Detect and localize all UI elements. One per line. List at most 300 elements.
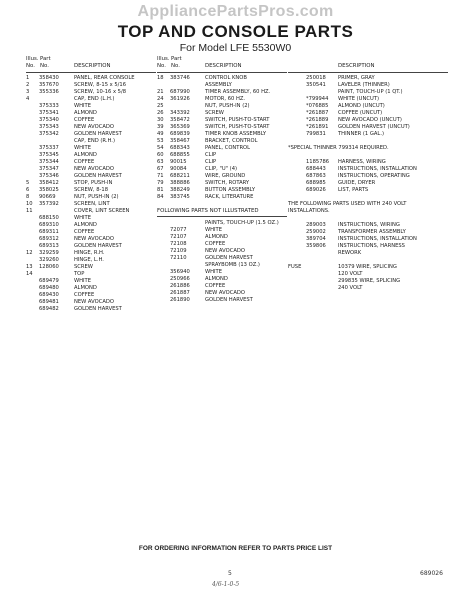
part-description: 299835 WIRE, SPLICING [338, 278, 401, 284]
part-description: NEW AVOCADO [205, 248, 245, 254]
illus-number: 54 [157, 145, 164, 151]
parts-list [26, 75, 156, 313]
illus-number: 49 [157, 131, 164, 137]
part-number: 688985 [306, 180, 326, 186]
part-row [288, 103, 448, 110]
part-number: 689312 [39, 236, 59, 242]
part-description: GOLDEN HARVEST [205, 255, 253, 261]
part-description: PANEL, CONTROL [205, 145, 251, 151]
part-number: 689479 [39, 278, 59, 284]
part-description: LIST, PARTS [338, 187, 369, 193]
part-number: 388886 [170, 180, 190, 186]
part-row [26, 124, 156, 131]
part-description: WHITE [74, 103, 92, 109]
part-description: HINGE, R.H. [74, 250, 105, 256]
part-number: 72109 [170, 248, 187, 254]
part-row [157, 82, 287, 89]
part-description: GOLDEN HARVEST (UNCUT) [338, 124, 410, 130]
part-number: 687990 [170, 89, 190, 95]
part-number: 356940 [170, 269, 190, 275]
part-description: 240 VOLT [338, 285, 363, 291]
part-row [288, 110, 448, 117]
part-number: 687863 [306, 173, 326, 179]
part-description: WHITE [205, 269, 223, 275]
part-row [157, 187, 287, 194]
illus-number: 60 [157, 152, 164, 158]
part-row [26, 159, 156, 166]
part-number: 688211 [170, 173, 190, 179]
part-number: 388249 [170, 187, 190, 193]
part-description: COFFEE (UNCUT) [338, 110, 383, 116]
part-number: 689430 [39, 292, 59, 298]
part-description: SWITCH, ROTARY [205, 180, 250, 186]
part-number: 375337 [39, 145, 59, 151]
part-number: 358412 [39, 180, 59, 186]
column-header: DESCRIPTION [288, 54, 448, 73]
part-description: INSTRUCTIONS, INSTALLATION [338, 166, 417, 172]
part-description: SCREEN, LINT [74, 201, 110, 207]
part-row [157, 131, 287, 138]
part-number: 375347 [39, 166, 59, 172]
part-row [288, 250, 448, 257]
part-description: 10379 WIRE, SPLICING [338, 264, 397, 270]
part-description: TOP [74, 271, 85, 277]
page-title: TOP AND CONSOLE PARTS [117, 22, 354, 41]
part-description: PAINT, TOUCH-UP (1 QT.) [338, 89, 403, 95]
part-row [26, 236, 156, 243]
part-row [26, 285, 156, 292]
watermark: AppliancePartsPros.com [137, 3, 334, 20]
part-row [26, 131, 156, 138]
part-row [157, 248, 287, 255]
ordering-info-footer: FOR ORDERING INFORMATION REFER TO PARTS PRICE LIST [138, 545, 333, 552]
part-description: WHITE [205, 227, 223, 233]
part-description: SCREW, 8-15 x 5/16 [74, 82, 127, 88]
part-row [157, 89, 287, 96]
part-description: SCREW, 10-16 x 5/8 [74, 89, 127, 95]
part-description: TIMER KNOB ASSEMBLY [205, 131, 267, 137]
part-number: 375343 [39, 124, 59, 130]
part-row [26, 278, 156, 285]
part-row [26, 299, 156, 306]
part-number: 799831 [306, 131, 326, 137]
part-row [157, 166, 287, 173]
part-description: CAP, END (R.H.) [74, 138, 115, 144]
part-row [288, 278, 448, 285]
part-row [157, 276, 287, 283]
part-row [157, 117, 287, 124]
model-subtitle: For Model LFE 5530W0 [179, 42, 292, 54]
part-description: NEW AVOCADO [74, 124, 114, 130]
part-description: RACK, LITERATURE [205, 194, 254, 200]
part-number: 261887 [170, 290, 190, 296]
part-row [157, 262, 287, 269]
part-row [26, 306, 156, 313]
part-row [157, 75, 287, 82]
part-description: INSTRUCTIONS, INSTALLATION [338, 236, 417, 242]
illus-number: 1 [26, 75, 30, 81]
part-number: 688343 [170, 145, 190, 151]
part-row [26, 152, 156, 159]
part-description: SWITCH, PUSH-TO-START [205, 124, 270, 130]
part-number: 688443 [306, 166, 326, 172]
part-number: 365369 [170, 124, 190, 130]
part-row [26, 173, 156, 180]
part-number: 343392 [170, 110, 190, 116]
part-description: LAVELER (THINNER) [338, 82, 390, 88]
part-row [26, 117, 156, 124]
illus-number: 12 [26, 250, 33, 256]
part-description: HARNESS, WIRING [338, 159, 386, 165]
part-number: 72107 [170, 234, 187, 240]
part-row [288, 159, 448, 166]
part-row [157, 297, 287, 304]
part-row [26, 243, 156, 250]
part-row [288, 124, 448, 131]
part-description: HINGE, L.H. [74, 257, 104, 263]
part-description: ALMOND [74, 110, 97, 116]
part-row [157, 145, 287, 152]
thinner-note: *SPECIAL THINNER 799314 REQUIRED. [288, 145, 389, 151]
illus-number: 81 [157, 187, 164, 193]
part-row [288, 173, 448, 180]
part-number: *261889 [306, 117, 329, 123]
part-description: NEW AVOCADO [74, 299, 114, 305]
part-description: NEW AVOCADO (UNCUT) [338, 117, 402, 123]
part-row [26, 215, 156, 222]
part-number: 358467 [170, 138, 190, 144]
part-number: 689482 [39, 306, 59, 312]
parts-list [157, 220, 287, 304]
part-row [157, 138, 287, 145]
part-number: 359806 [306, 243, 326, 249]
part-number: 128060 [39, 264, 59, 270]
part-description: ALMOND [74, 152, 97, 158]
part-row [26, 271, 156, 278]
illus-number: 30 [157, 117, 164, 123]
part-description: MOTOR, 60 HZ. [205, 96, 246, 102]
part-row [288, 264, 448, 271]
part-number: 357670 [39, 82, 59, 88]
part-number: *799944 [306, 96, 329, 102]
part-row [26, 166, 156, 173]
illus-number: 67 [157, 166, 164, 172]
part-number: 375340 [39, 117, 59, 123]
part-row [157, 159, 287, 166]
part-description: NUT, PUSH-IN (2) [74, 194, 119, 200]
part-description: ALMOND [205, 234, 228, 240]
part-description: CLIP [205, 152, 217, 158]
part-row [157, 269, 287, 276]
part-row [288, 117, 448, 124]
part-number: 689313 [39, 243, 59, 249]
parts-list [288, 264, 448, 292]
part-number: 375344 [39, 159, 59, 165]
part-row [157, 194, 287, 201]
part-row [157, 220, 287, 227]
part-row [288, 82, 448, 89]
part-row [26, 208, 156, 215]
part-row [26, 201, 156, 208]
part-number: *076885 [306, 103, 329, 109]
illus-number: 24 [157, 96, 164, 102]
part-number: 90084 [170, 166, 187, 172]
part-row [26, 75, 156, 82]
part-row [26, 229, 156, 236]
part-row [26, 82, 156, 89]
part-description: WHITE (UNCUT) [338, 96, 379, 102]
part-number: 689311 [39, 229, 59, 235]
part-description: INSTRUCTIONS, OPERATING [338, 173, 410, 179]
part-description: SCREW [205, 110, 224, 116]
part-description: SCREW [74, 264, 93, 270]
illus-number: 2 [26, 82, 30, 88]
part-number: 358430 [39, 75, 59, 81]
part-row [157, 124, 287, 131]
part-description: GOLDEN HARVEST [74, 173, 122, 179]
part-row [288, 187, 448, 194]
part-description: COFFEE [74, 159, 95, 165]
part-row [288, 222, 448, 229]
part-row [288, 75, 448, 82]
part-description: TRANSFORMER ASSEMBLY [338, 229, 406, 235]
illus-number: 18 [157, 75, 164, 81]
part-number: 261890 [170, 297, 190, 303]
part-row [26, 222, 156, 229]
part-row [26, 138, 156, 145]
part-number: 329259 [39, 250, 59, 256]
illus-number: 8 [26, 194, 30, 200]
part-row [157, 96, 287, 103]
part-description: INSTRUCTIONS, WIRING [338, 222, 400, 228]
part-description: CONTROL KNOB [205, 75, 247, 81]
part-description: WHITE [74, 145, 92, 151]
part-number: 250966 [170, 276, 190, 282]
illus-number: 71 [157, 173, 164, 179]
part-row [288, 285, 448, 292]
part-row [157, 234, 287, 241]
not-illustrated-heading: FOLLOWING PARTS NOT ILLUSTRATED [157, 208, 287, 217]
part-row [26, 257, 156, 264]
part-number: 375333 [39, 103, 59, 109]
part-description: ASSEMBLY [205, 82, 232, 88]
part-description: PANEL, REAR CONSOLE [74, 75, 135, 81]
handwritten-note: 4/6-1-0-5 [212, 581, 240, 588]
part-row [157, 290, 287, 297]
part-row [157, 103, 287, 110]
parts-column-1 [26, 54, 156, 313]
part-description: THINNER (1 GAL.) [338, 131, 384, 137]
part-row [157, 180, 287, 187]
part-row [288, 271, 448, 278]
part-row [157, 173, 287, 180]
part-description: COFFEE [205, 241, 226, 247]
illus-number: 21 [157, 89, 164, 95]
page-number: 5 [228, 570, 232, 577]
part-row [157, 283, 287, 290]
illus-number: 10 [26, 201, 33, 207]
part-number: 250018 [306, 75, 326, 81]
illus-number: 26 [157, 110, 164, 116]
part-description: WHITE [74, 278, 92, 284]
part-row [288, 96, 448, 103]
part-description: NEW AVOCADO [74, 166, 114, 172]
part-number: 358025 [39, 187, 59, 193]
part-description: 120 VOLT [338, 271, 363, 277]
part-description: CLIP, "U" (4) [205, 166, 238, 172]
part-row [26, 103, 156, 110]
part-description: COVER, LINT SCREEN [74, 208, 130, 214]
part-number: 90015 [170, 159, 187, 165]
part-row [157, 255, 287, 262]
part-description: SCREW, 8-18 [74, 187, 108, 193]
illus-number: 5 [26, 180, 30, 186]
part-number: 72077 [170, 227, 187, 233]
illus-number: 79 [157, 180, 164, 186]
part-number: *261887 [306, 110, 329, 116]
part-number: 361926 [170, 96, 190, 102]
part-row [288, 229, 448, 236]
part-number: 350541 [306, 82, 326, 88]
part-number: 689481 [39, 299, 59, 305]
part-number: 383745 [170, 194, 190, 200]
part-number: 689839 [170, 131, 190, 137]
part-row [26, 110, 156, 117]
part-row [288, 180, 448, 187]
part-number: 383746 [170, 75, 190, 81]
part-description: COFFEE [74, 292, 95, 298]
part-number: 357392 [39, 201, 59, 207]
part-number: 72110 [170, 255, 187, 261]
parts-column-3 [288, 54, 448, 292]
part-description: STOP, PUSH-IN [74, 180, 113, 186]
part-number: 261886 [170, 283, 190, 289]
column-header: Illus. No. Part No. DESCRIPTION [26, 54, 156, 73]
part-row [157, 227, 287, 234]
illus-number: 84 [157, 194, 164, 200]
illus-number: 63 [157, 159, 164, 165]
part-number: 72108 [170, 241, 187, 247]
illus-number: 13 [26, 264, 33, 270]
illus-number: 53 [157, 138, 164, 144]
part-row [26, 250, 156, 257]
part-number: *261891 [306, 124, 329, 130]
part-description: SWITCH, PUSH-TO-START [205, 117, 270, 123]
part-description: REWORK [338, 250, 362, 256]
parts-list [288, 159, 448, 194]
part-description: PRIMER, GRAY [338, 75, 375, 81]
illus-number: 39 [157, 124, 164, 130]
parts-list [157, 75, 287, 201]
part-description: CAP, END (L.H.) [74, 96, 115, 102]
part-description: ALMOND [74, 285, 97, 291]
part-row [26, 264, 156, 271]
part-description: COFFEE [205, 283, 226, 289]
part-description: INSTRUCTIONS, HARNESS [338, 243, 405, 249]
part-number: 329260 [39, 257, 59, 263]
part-description: ALMOND (UNCUT) [338, 103, 385, 109]
part-row [288, 236, 448, 243]
part-number: 355336 [39, 89, 59, 95]
part-row [26, 187, 156, 194]
part-number: 688855 [170, 152, 190, 158]
part-row [26, 145, 156, 152]
part-number: 289003 [306, 222, 326, 228]
part-row [26, 194, 156, 201]
part-row [288, 89, 448, 96]
illus-number: 4 [26, 96, 30, 102]
illus-number: 14 [26, 271, 33, 277]
part-description: PAINTS, TOUCH-UP (1.5 OZ.) [205, 220, 279, 226]
part-description: NEW AVOCADO [74, 236, 114, 242]
part-row [26, 89, 156, 96]
document-code: 689026 [420, 570, 443, 577]
illus-number: 3 [26, 89, 30, 95]
part-description: ALMOND [205, 276, 228, 282]
parts-list [288, 75, 448, 138]
part-row [288, 243, 448, 250]
illus-number: 25 [157, 103, 164, 109]
part-description: GOLDEN HARVEST [74, 306, 122, 312]
part-description: COFFEE [74, 117, 95, 123]
part-number: 689310 [39, 222, 59, 228]
part-description: NEW AVOCADO [205, 290, 245, 296]
part-description: SPRAYBOMB (13 OZ.) [205, 262, 260, 268]
part-number: 259002 [306, 229, 326, 235]
part-number: 375341 [39, 110, 59, 116]
part-number: 375346 [39, 173, 59, 179]
part-description: ALMOND [74, 222, 97, 228]
240v-heading: THE FOLLOWING PARTS USED WITH 240 VOLT INSTALLATIONS. [288, 201, 407, 214]
part-description: COFFEE [74, 229, 95, 235]
part-row [157, 241, 287, 248]
part-row [288, 166, 448, 173]
illus-number: FUSE [288, 264, 302, 270]
parts-list [288, 222, 448, 257]
part-number: 90669 [39, 194, 56, 200]
part-description: CLIP [205, 159, 217, 165]
part-description: WHITE [74, 215, 92, 221]
part-number: 689480 [39, 285, 59, 291]
part-row [26, 180, 156, 187]
parts-column-2 [157, 54, 287, 304]
part-description: GUIDE, DRYER [338, 180, 376, 186]
part-number: 1185786 [306, 159, 330, 165]
part-description: GOLDEN HARVEST [74, 243, 122, 249]
part-number: 688150 [39, 215, 59, 221]
illus-number: 11 [26, 208, 33, 214]
part-number: 375342 [39, 131, 59, 137]
part-description: NUT, PUSH-IN (2) [205, 103, 250, 109]
part-number: 389704 [306, 236, 326, 242]
part-description: BRACKET, CONTROL [205, 138, 258, 144]
part-description: BUTTON ASSEMBLY [205, 187, 256, 193]
part-number: 375345 [39, 152, 59, 158]
part-description: GOLDEN HARVEST [205, 297, 253, 303]
part-number: 358472 [170, 117, 190, 123]
part-description: TIMER ASSEMBLY, 60 HZ. [205, 89, 271, 95]
part-row [157, 110, 287, 117]
part-description: WIRE, GROUND [205, 173, 246, 179]
part-row [26, 292, 156, 299]
part-number: 689026 [306, 187, 326, 193]
column-header: Illus. No. Part No. DESCRIPTION [157, 54, 287, 73]
part-row [157, 152, 287, 159]
illus-number: 6 [26, 187, 30, 193]
part-description: GOLDEN HARVEST [74, 131, 122, 137]
part-row [288, 131, 448, 138]
part-row [26, 96, 156, 103]
